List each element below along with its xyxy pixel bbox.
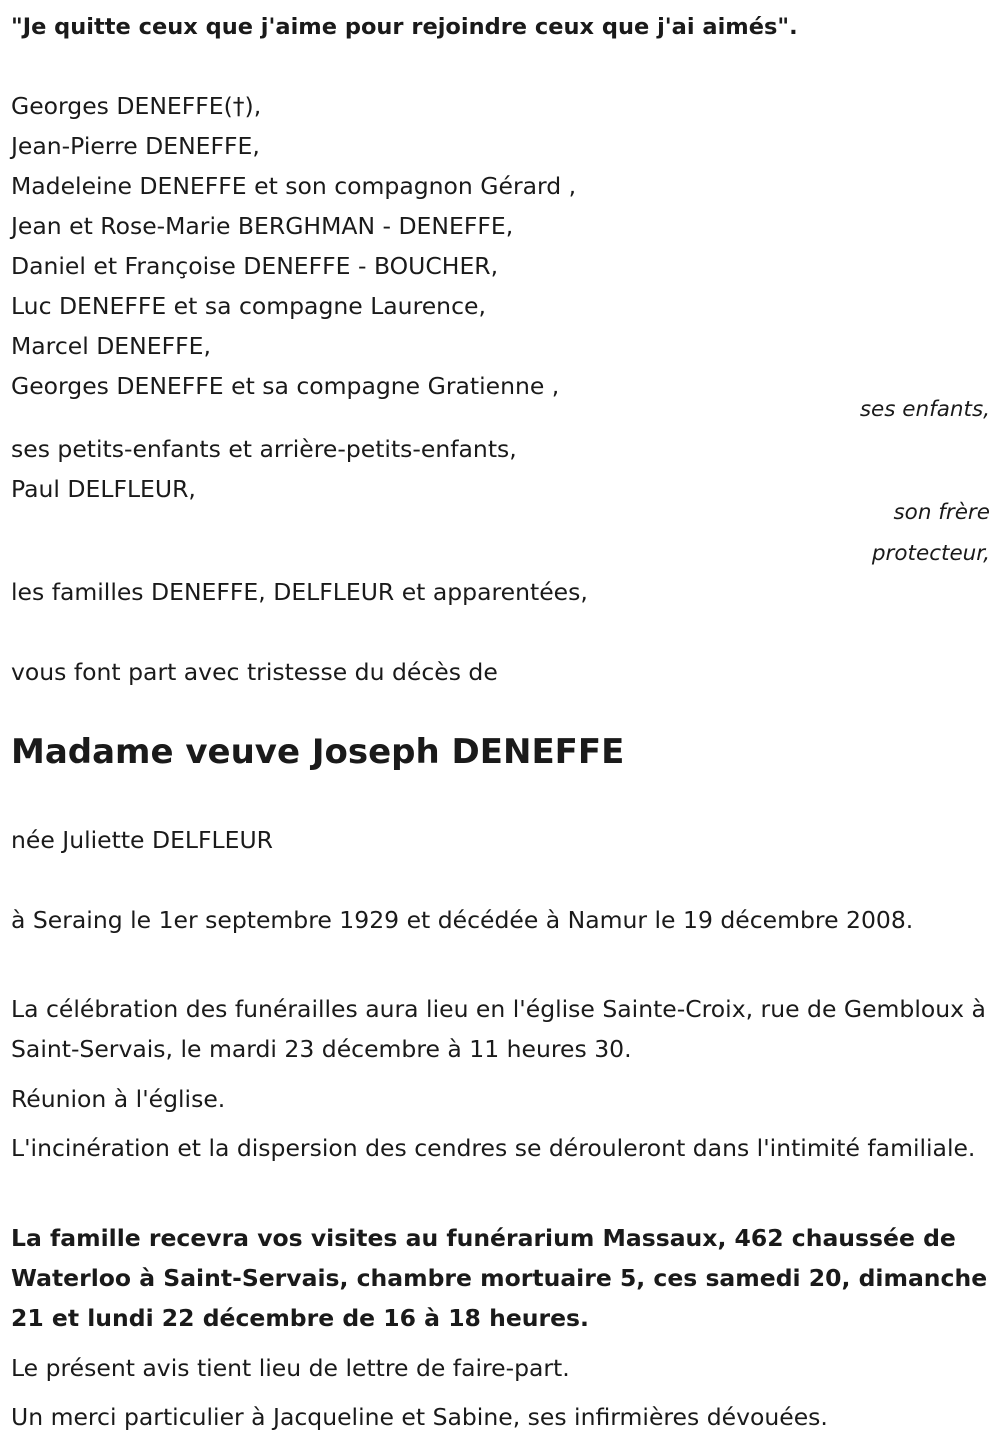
child-entry: Georges DENEFFE(†), (11, 92, 262, 120)
child-entry: Daniel et Françoise DENEFFE - BOUCHER, (11, 252, 499, 280)
child-entry: Jean-Pierre DENEFFE, (11, 132, 260, 160)
meeting-paragraph: Réunion à l'église. (11, 1085, 226, 1113)
brother-role-line1: son frère (893, 500, 990, 525)
child-entry: Georges DENEFFE et sa compagne Gratienne , (11, 372, 560, 400)
child-entry: Marcel DENEFFE, (11, 332, 211, 360)
thanks-paragraph: Un merci particulier à Jacqueline et Sabine, ses infirmières dévouées. (11, 1403, 828, 1431)
cremation-paragraph: L'incinération et la dispersion des cendres se dérouleront dans l'intimité familiale. (11, 1134, 976, 1162)
grandchildren-line: ses petits-enfants et arrière-petits-enfants, (11, 435, 517, 463)
child-entry: Jean et Rose-Marie BERGHMAN - DENEFFE, (11, 212, 514, 240)
birth-death-paragraph: à Seraing le 1er septembre 1929 et décédée à Namur le 19 décembre 2008. (11, 906, 914, 934)
visitation-paragraph: La famille recevra vos visites au funérarium Massaux, 462 chaussée de Waterloo à Saint-Servais, chambre mortuaire 5, ces samedi 20, dimanche 21 et lundi 22 décembre de 16 à 18 heures. (11, 1224, 988, 1332)
grandchildren-and-brother (11, 429, 990, 509)
child-entry: Luc DENEFFE et sa compagne Laurence, (11, 292, 486, 320)
children-role: ses enfants, (859, 397, 990, 422)
brother-line: Paul DELFLEUR, (11, 475, 196, 503)
children-list (11, 86, 990, 406)
child-entry: Madeleine DENEFFE et son compagnon Gérard , (11, 172, 577, 200)
maiden-name: née Juliette DELFLEUR (11, 826, 273, 854)
families-line: les familles DENEFFE, DELFLEUR et apparentées, (11, 578, 588, 606)
announcement-line: vous font part avec tristesse du décès de (11, 658, 498, 686)
brother-role-line2: protecteur, (871, 541, 990, 566)
notice-paragraph: Le présent avis tient lieu de lettre de faire-part. (11, 1354, 570, 1382)
epigraph-quote: "Je quitte ceux que j'aime pour rejoindre ceux que j'ai aimés". (11, 14, 798, 40)
deceased-name: Madame veuve Joseph DENEFFE (11, 732, 625, 772)
funeral-paragraph: La célébration des funérailles aura lieu en l'église Sainte-Croix, rue de Gembloux à Saint-Servais, le mardi 23 décembre à 11 heures 30. (11, 995, 986, 1063)
